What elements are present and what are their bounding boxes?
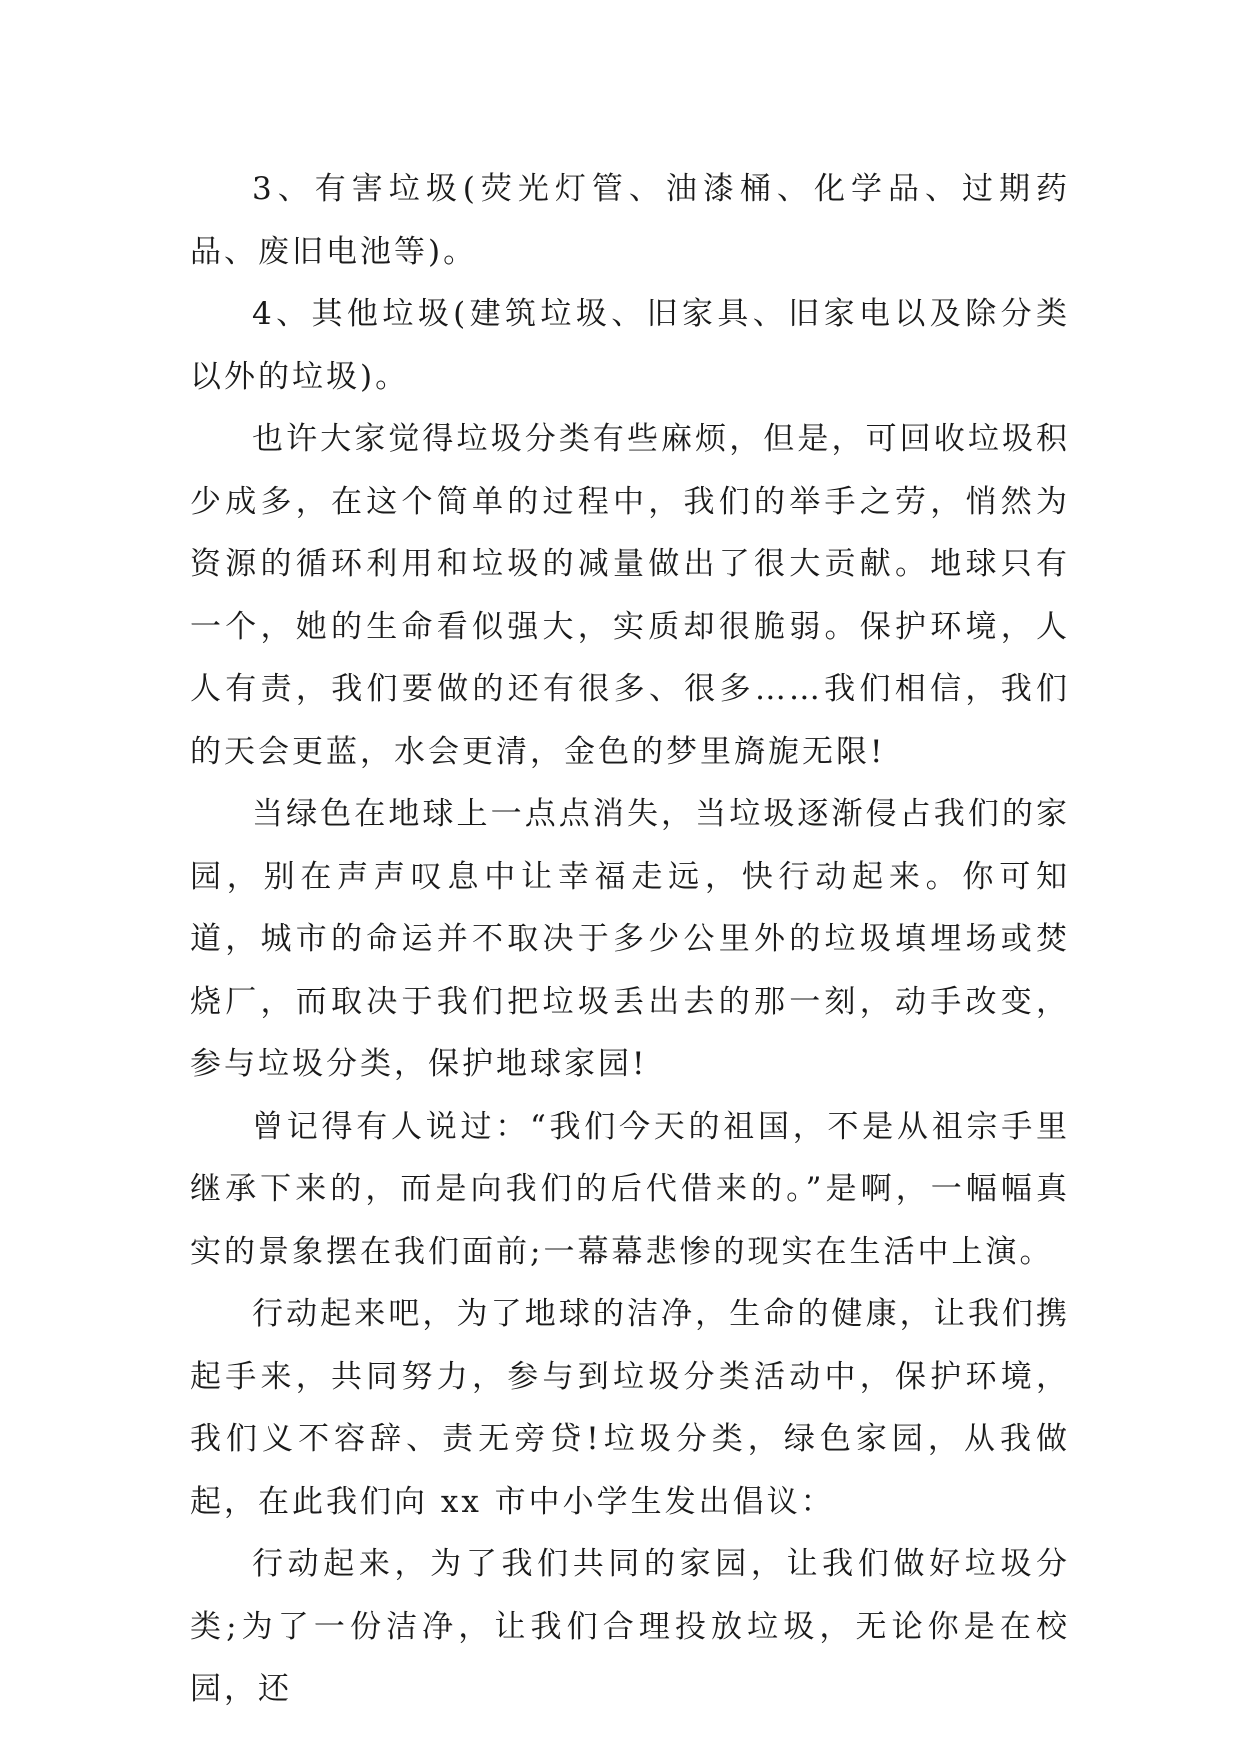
paragraph-green-homeland: 当绿色在地球上一点点消失，当垃圾逐渐侵占我们的家园，别在声声叹息中让幸福走远，快行动起来。你可知道，城市的命运并不取决于多少公里外的垃圾填埋场或焚烧厂，而取决于我们把垃圾丢出去的那一刻，动手改变，参与垃圾分类，保护地球家园! — [190, 796, 1070, 1082]
paragraph-other-waste: 4、其他垃圾(建筑垃圾、旧家具、旧家电以及除分类以外的垃圾)。 — [190, 296, 1070, 395]
paragraph-call-to-action: 行动起来吧，为了地球的洁净，生命的健康，让我们携起手来，共同努力，参与到垃圾分类活动中，保护环境，我们义不容辞、责无旁贷!垃圾分类，绿色家园，从我做起，在此我们向 xx 市中小学生发出倡议： — [190, 1296, 1070, 1520]
document-body — [190, 158, 1070, 1721]
paragraph-sorting-benefits: 也许大家觉得垃圾分类有些麻烦，但是，可回收垃圾积少成多，在这个简单的过程中，我们的举手之劳，悄然为资源的循环利用和垃圾的减量做出了很大贡献。地球只有一个，她的生命看似强大，实质却很脆弱。保护环境，人人有责，我们要做的还有很多、很多……我们相信，我们的天会更蓝，水会更清，金色的梦里旖旎无限! — [190, 421, 1070, 770]
paragraph-hazardous-waste: 3、有害垃圾(荧光灯管、油漆桶、化学品、过期药品、废旧电池等)。 — [190, 171, 1070, 270]
paragraph-proposal: 行动起来，为了我们共同的家园，让我们做好垃圾分类;为了一份洁净，让我们合理投放垃圾，无论你是在校园，还 — [190, 1546, 1070, 1707]
paragraph-quote: 曾记得有人说过：“我们今天的祖国，不是从祖宗手里继承下来的，而是向我们的后代借来的。”是啊，一幅幅真实的景象摆在我们面前;一幕幕悲惨的现实在生活中上演。 — [190, 1108, 1070, 1270]
